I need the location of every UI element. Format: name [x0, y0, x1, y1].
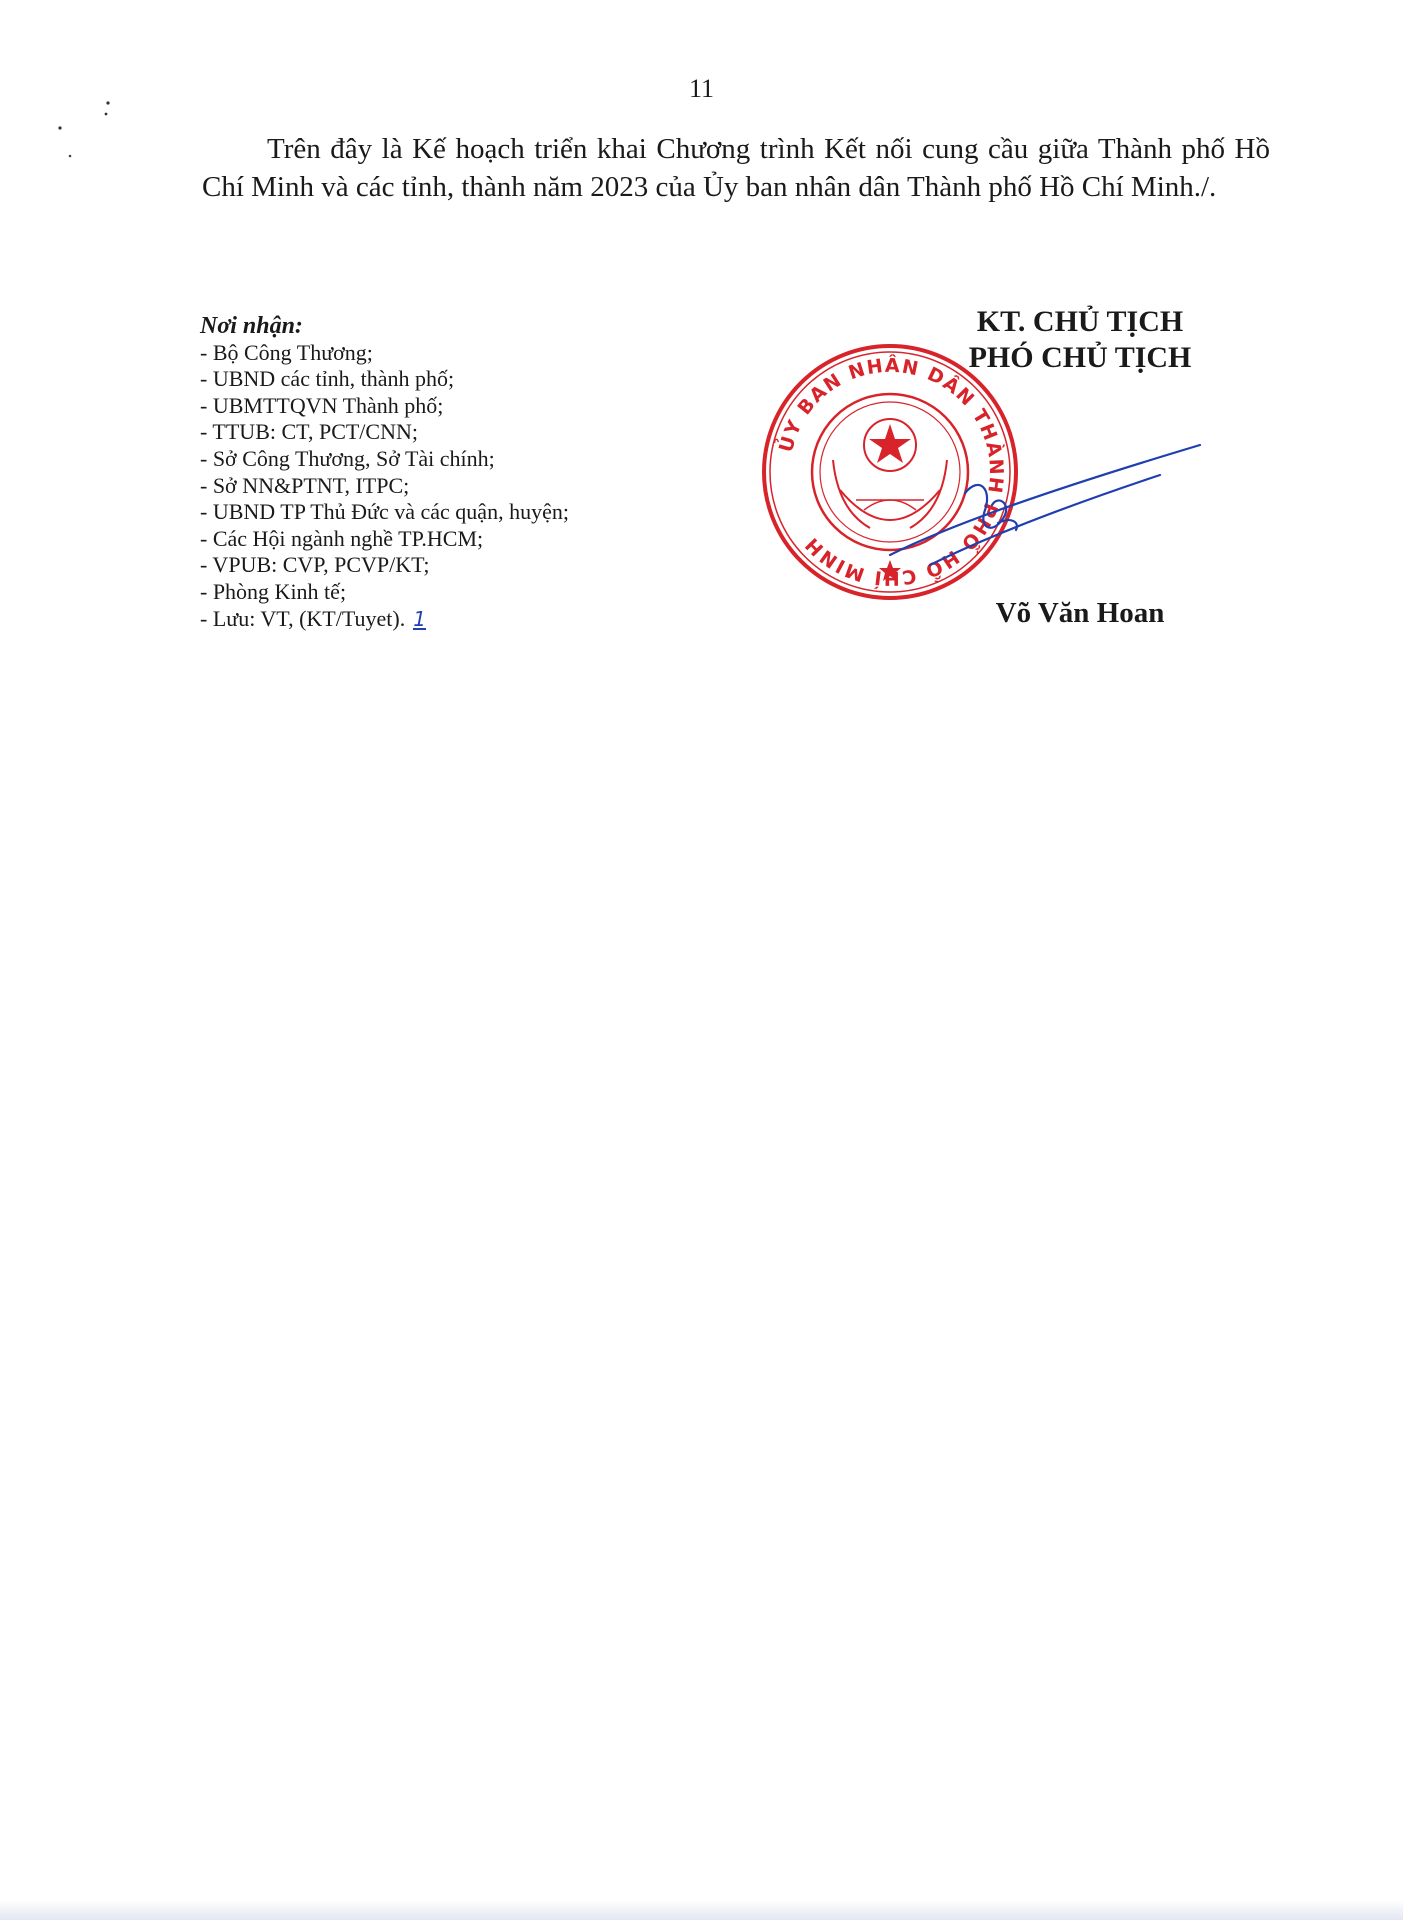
handwritten-copy-count: 1: [413, 606, 426, 631]
recipient-item: - Sở NN&PTNT, ITPC;: [200, 472, 410, 498]
closing-paragraph-text: Trên đây là Kế hoạch triển khai Chương trình Kết nối cung cầu giữa Thành phố Hồ Chí Minh và các tỉnh, thành năm 2023 của Ủy ban nhân dân Thành phố Hồ Chí Minh./.: [202, 133, 1270, 203]
recipient-item: - UBMTTQVN Thành phố;: [200, 392, 444, 418]
handwritten-signature: [870, 435, 1210, 595]
page-number: 11: [688, 74, 715, 103]
signer-name: Võ Văn Hoan: [995, 597, 1165, 629]
recipient-item: - Các Hội ngành nghề TP.HCM;: [200, 525, 484, 551]
svg-text:ỦY BAN NHÂN DÂN THÀNH PHỐ HỒ C: ỦY BAN NHÂN DÂN THÀNH PHỐ HỒ CHÍ MINH: [775, 354, 1008, 590]
recipient-item: - Bộ Công Thương;: [200, 339, 373, 365]
archive-text: - Lưu: VT, (KT/Tuyet).: [200, 605, 406, 631]
recipient-item: - Phòng Kinh tế;: [200, 578, 347, 604]
closing-paragraph: [202, 130, 1270, 206]
recipient-item: - VPUB: CVP, PCVP/KT;: [200, 552, 430, 578]
scan-bottom-edge: [0, 1900, 1403, 1920]
recipients-block: [200, 313, 760, 632]
recipient-item: - UBND các tỉnh, thành phố;: [200, 366, 455, 392]
signature-title-line2: PHÓ CHỦ TỊCH: [968, 341, 1192, 374]
recipients-title: Nơi nhận:: [200, 313, 303, 339]
recipient-list: [200, 340, 760, 633]
recipient-item: - Sở Công Thương, Sở Tài chính;: [200, 445, 495, 471]
signature-title-line1: KT. CHỦ TỊCH: [976, 305, 1184, 338]
recipient-item: - UBND TP Thủ Đức và các quận, huyện;: [200, 499, 569, 525]
signature-title-block: [880, 304, 1280, 376]
recipient-item: - TTUB: CT, PCT/CNN;: [200, 419, 418, 445]
recipient-item-archive: [200, 606, 760, 633]
